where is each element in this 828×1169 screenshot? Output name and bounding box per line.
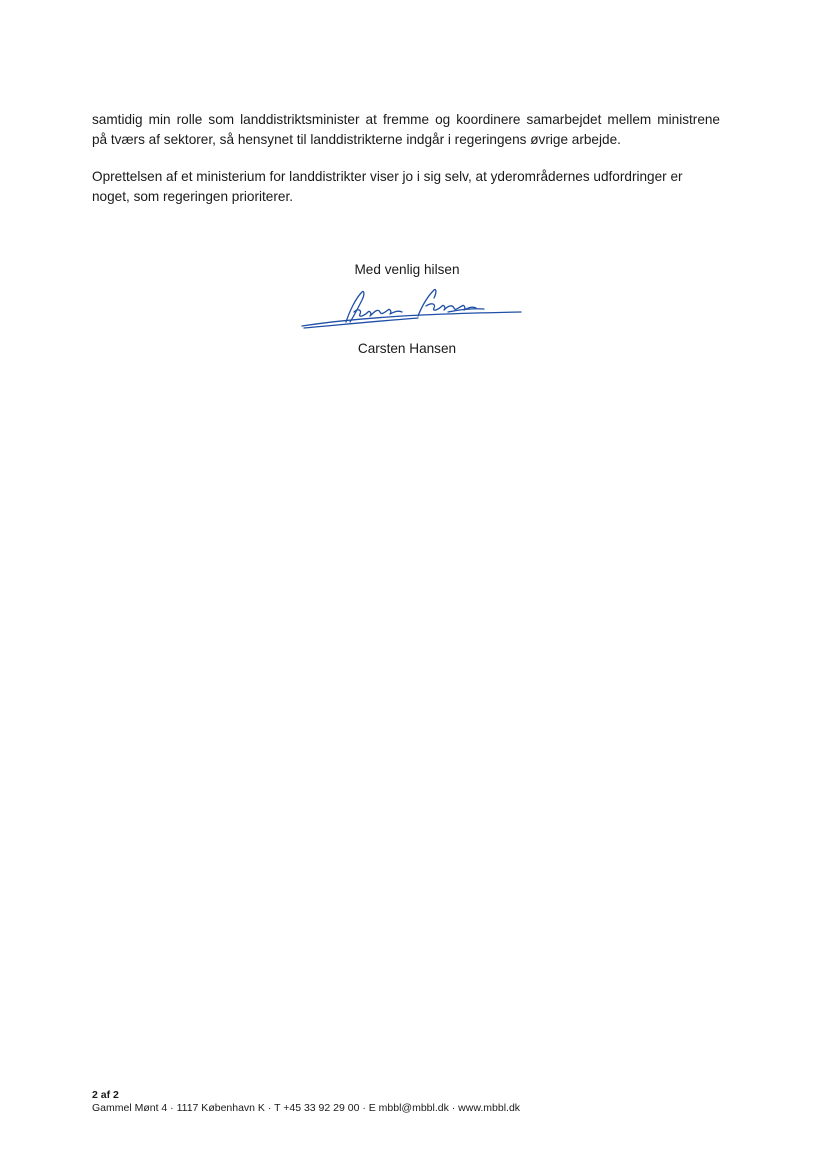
paragraph-2-line-2: noget, som regeringen prioriterer. (92, 189, 293, 204)
closing-greeting: Med venlig hilsen (354, 262, 460, 277)
handwritten-signature (298, 286, 524, 332)
body-paragraph-1 (92, 110, 720, 150)
signer-name: Carsten Hansen (357, 341, 457, 356)
page-footer (92, 1089, 520, 1115)
paragraph-2-line-1: Oprettelsen af et ministerium for landdistrikter viser jo i sig selv, at yderområdernes udfordringer er (92, 169, 683, 184)
body-paragraph-2 (92, 167, 720, 207)
paragraph-1-line-2: på tværs af sektorer, så hensynet til landdistrikterne indgår i regeringens øvrige arbejde. (92, 132, 621, 147)
footer-address: Gammel Mønt 4 · 1117 København K · T +45 33 92 29 00 · E mbbl@mbbl.dk · www.mbbl.dk (92, 1102, 521, 1114)
page-number: 2 af 2 (92, 1089, 119, 1101)
paragraph-1-line-1: samtidig min rolle som landdistriktsminister at fremme og koordinere samarbejdet mellem ministrene (92, 112, 720, 127)
